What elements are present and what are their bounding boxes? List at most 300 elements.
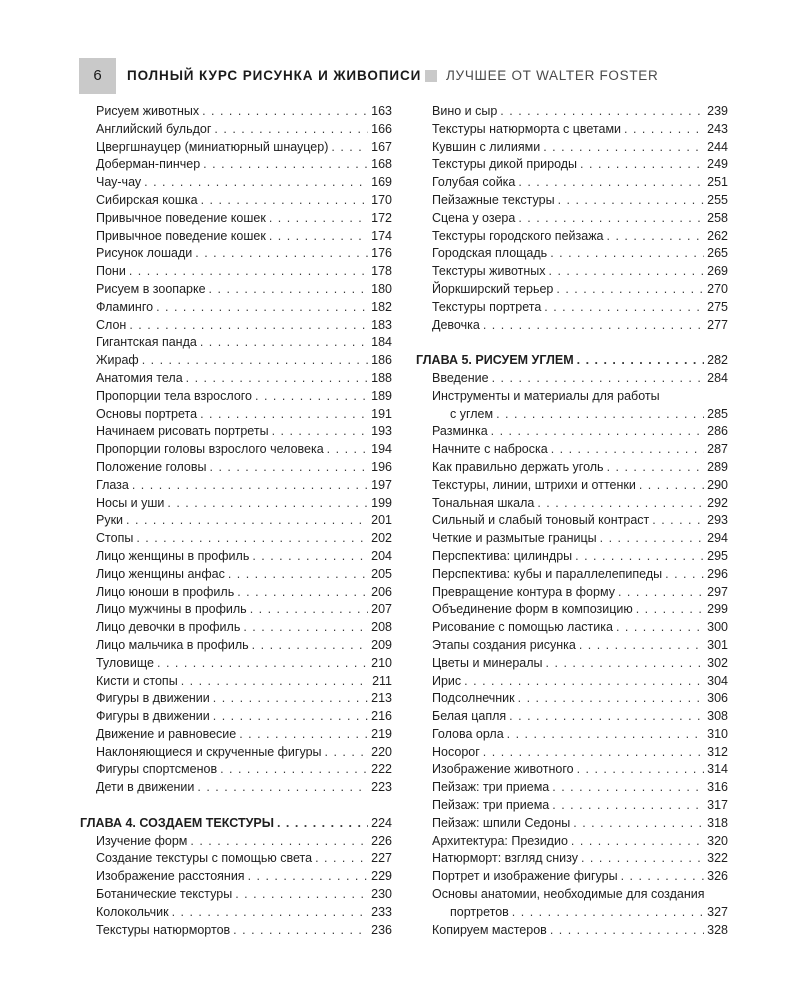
toc-entry <box>416 673 728 691</box>
toc-entry-page: 282 <box>707 353 728 368</box>
toc-entry-page: 176 <box>371 246 392 261</box>
toc-entry <box>416 655 728 673</box>
dot-leader <box>464 673 704 691</box>
toc-entry <box>416 566 728 584</box>
toc-entry-title: Цвергшнауцер (миниатюрный шнауцер) <box>96 139 329 154</box>
toc-entry-page: 201 <box>371 513 392 528</box>
toc-entry-page: 289 <box>707 459 728 474</box>
toc-entry-page: 178 <box>371 264 392 279</box>
dot-leader <box>618 584 704 602</box>
toc-entry-page: 310 <box>707 726 728 741</box>
dot-leader <box>201 192 369 210</box>
toc-entry-page: 224 <box>371 815 392 830</box>
toc-entry-title: Текстуры, линии, штрихи и оттенки <box>432 477 636 492</box>
toc-entry-title: Лицо мальчика в профиль <box>96 637 249 652</box>
dot-leader <box>607 228 705 246</box>
toc-entry-title: Пейзаж: шпили Седоны <box>432 815 571 830</box>
toc-entry-page: 308 <box>707 709 728 724</box>
toc-entry-title: Текстуры натюрмортов <box>96 922 231 937</box>
toc-entry <box>416 761 728 779</box>
toc-entry-page: 193 <box>371 424 392 439</box>
toc-entry <box>80 744 392 762</box>
toc-entry <box>416 815 728 833</box>
toc-entry-title: Пейзаж: три приема <box>432 798 550 813</box>
toc-entry <box>80 370 392 388</box>
toc-entry-page: 255 <box>707 192 728 207</box>
toc-entry-page: 244 <box>707 139 728 154</box>
toc-entry-title: Лицо женщины в профиль <box>96 548 250 563</box>
dot-leader <box>507 726 704 744</box>
toc-entry-page: 230 <box>371 887 392 902</box>
toc-entry <box>416 370 728 388</box>
toc-entry-title: Гигантская панда <box>96 335 197 350</box>
toc-entry <box>416 477 728 495</box>
toc-entry-title: Рисунок лошади <box>96 246 193 261</box>
toc-entry-title: Основы анатомии, необходимые для создания <box>432 887 705 902</box>
toc-entry-page: 197 <box>371 477 392 492</box>
toc-entry-page: 249 <box>707 157 728 172</box>
toc-entry-page: 182 <box>371 299 392 314</box>
toc-entry-title: с углем <box>450 406 494 421</box>
toc-entry-title: Фигуры в движении <box>96 709 210 724</box>
toc-entry-page: 222 <box>371 762 392 777</box>
dot-leader <box>512 904 704 922</box>
dot-leader <box>518 690 705 708</box>
toc-entry <box>416 281 728 299</box>
section-spacer <box>416 334 728 352</box>
dot-leader <box>252 548 368 566</box>
dot-leader <box>213 708 368 726</box>
dot-leader <box>315 850 368 868</box>
toc-entry-title: Сцена у озера <box>432 210 516 225</box>
dot-leader <box>491 423 705 441</box>
dot-leader <box>483 317 704 335</box>
dot-leader <box>652 512 704 530</box>
toc-entry-page: 312 <box>707 744 728 759</box>
toc-entry-page: 265 <box>707 246 728 261</box>
toc-entry-title: ГЛАВА 4. СОЗДАЕМ ТЕКСТУРЫ <box>80 815 274 830</box>
toc-entry-page: 258 <box>707 210 728 225</box>
toc-entry-title: Лицо женщины анфас <box>96 566 225 581</box>
toc-entry-title: Привычное поведение кошек <box>96 210 266 225</box>
toc-entry-title: Текстуры портрета <box>432 299 542 314</box>
toc-entry-title: Чау-чау <box>96 175 142 190</box>
dot-leader <box>575 548 704 566</box>
toc-entry <box>80 192 392 210</box>
toc-entry <box>80 156 392 174</box>
toc-entry-title: Лицо юноши в профиль <box>96 584 235 599</box>
toc-entry-page: 213 <box>371 691 392 706</box>
dot-leader <box>250 601 368 619</box>
toc-entry <box>416 317 728 335</box>
dot-leader <box>537 495 704 513</box>
dot-leader <box>579 637 704 655</box>
toc-entry-title: Йоркширский терьер <box>432 281 554 296</box>
toc-entry-title: Текстуры городского пейзажа <box>432 228 604 243</box>
toc-entry-title: Привычное поведение кошек <box>96 228 266 243</box>
toc-entry-title: Движение и равновесие <box>96 726 237 741</box>
toc-entry <box>416 886 728 904</box>
toc-entry-title: Рисование с помощью ластика <box>432 620 613 635</box>
toc-entry-page: 294 <box>707 531 728 546</box>
toc-entry <box>80 477 392 495</box>
toc-entry <box>80 619 392 637</box>
toc-entry <box>80 495 392 513</box>
toc-entry-page: 326 <box>707 869 728 884</box>
toc-entry <box>416 530 728 548</box>
toc-entry-page: 216 <box>371 709 392 724</box>
dot-leader <box>636 601 704 619</box>
toc-entry <box>80 833 392 851</box>
toc-entry <box>416 584 728 602</box>
toc-entry-title: Колокольчик <box>96 904 169 919</box>
toc-entry-page: 229 <box>371 869 392 884</box>
toc-entry-title: Девочка <box>432 317 480 332</box>
toc-entry-page: 167 <box>371 139 392 154</box>
toc-entry-title: Носы и уши <box>96 495 165 510</box>
dot-leader <box>129 317 368 335</box>
toc-entry-page: 183 <box>371 317 392 332</box>
dot-leader <box>195 245 368 263</box>
toc-entry-page: 292 <box>707 495 728 510</box>
dot-leader <box>544 299 704 317</box>
dot-leader <box>172 904 369 922</box>
dot-leader <box>200 406 368 424</box>
toc-entry-title: Начните с наброска <box>432 442 548 457</box>
dot-leader <box>228 566 368 584</box>
toc-entry-page: 211 <box>372 673 392 688</box>
toc-entry-title: Тональная шкала <box>432 495 535 510</box>
toc-entry-title: Основы портрета <box>96 406 198 421</box>
toc-entry-title: Текстуры натюрморта с цветами <box>432 121 622 136</box>
toc-entry-page: 284 <box>707 370 728 385</box>
dot-leader <box>203 156 368 174</box>
dot-leader <box>167 495 368 513</box>
toc-entry-title: Начинаем рисовать портреты <box>96 424 269 439</box>
dot-leader <box>558 192 705 210</box>
dot-leader <box>509 708 704 726</box>
toc-entry <box>80 708 392 726</box>
toc-entry-page: 223 <box>371 780 392 795</box>
toc-entry-title: Сибирская кошка <box>96 192 198 207</box>
dot-leader <box>580 156 704 174</box>
toc-entry-page: 194 <box>371 442 392 457</box>
dot-leader <box>552 779 704 797</box>
dot-leader <box>624 121 704 139</box>
toc-entry-page: 328 <box>707 922 728 937</box>
toc-entry-page: 316 <box>707 780 728 795</box>
dot-leader <box>616 619 704 637</box>
toc-entry-page: 293 <box>707 513 728 528</box>
toc-right-column <box>416 103 728 939</box>
toc-entry-title: Введение <box>432 370 489 385</box>
toc-entry <box>80 441 392 459</box>
toc-entry-title: Рисуем в зоопарке <box>96 281 206 296</box>
dot-leader <box>213 690 368 708</box>
toc-entry <box>80 317 392 335</box>
toc-entry-page: 302 <box>707 655 728 670</box>
toc-entry-page: 205 <box>371 566 392 581</box>
toc-entry-page: 199 <box>371 495 392 510</box>
dot-leader <box>550 922 704 940</box>
toc-entry <box>416 868 728 886</box>
toc-entry-page: 299 <box>707 602 728 617</box>
toc-entry-page: 174 <box>371 228 392 243</box>
toc-entry-title: Лицо девочки в профиль <box>96 620 241 635</box>
toc-entry-title: Создание текстуры с помощью света <box>96 851 313 866</box>
toc-entry <box>416 121 728 139</box>
dot-leader <box>277 815 368 833</box>
toc-entry-title: Пейзаж: три приема <box>432 780 550 795</box>
dot-leader <box>607 459 705 477</box>
toc-entry <box>80 726 392 744</box>
toc-entry-page: 290 <box>707 477 728 492</box>
toc-entry-page: 209 <box>371 637 392 652</box>
toc-entry <box>80 228 392 246</box>
toc-entry-page: 306 <box>707 691 728 706</box>
toc-entry <box>416 388 728 406</box>
toc-entry-page: 239 <box>707 104 728 118</box>
dot-leader <box>581 850 704 868</box>
toc-entry-title: Анатомия тела <box>96 370 183 385</box>
dot-leader <box>665 566 704 584</box>
toc-entry <box>416 174 728 192</box>
toc-entry-title: Пейзажные текстуры <box>432 192 555 207</box>
toc-entry-title: Жираф <box>96 353 139 368</box>
dot-leader <box>518 210 704 228</box>
toc-entry-page: 317 <box>707 798 728 813</box>
toc-entry-title: Ботанические текстуры <box>96 887 233 902</box>
dot-leader <box>200 334 368 352</box>
toc-entry-title: Объединение форм в композицию <box>432 602 633 617</box>
toc-entry <box>80 139 392 157</box>
toc-entry-page: 191 <box>371 406 392 421</box>
dot-leader <box>518 174 704 192</box>
toc-entry-title: Перспектива: кубы и параллелепипеды <box>432 566 663 581</box>
toc-entry-title: Кисти и стопы <box>96 673 178 688</box>
toc-entry <box>80 406 392 424</box>
toc-entry-title: Руки <box>96 513 124 528</box>
dot-leader <box>255 388 368 406</box>
book-title: ПОЛНЫЙ КУРС РИСУНКА И ЖИВОПИСИ <box>127 68 422 83</box>
dot-leader <box>327 441 368 459</box>
toc-entry <box>80 281 392 299</box>
dot-leader <box>252 637 368 655</box>
toc-entry-title: Кувшин с лилиями <box>432 139 541 154</box>
toc-entry-title: Перспектива: цилиндры <box>432 548 573 563</box>
toc-entry <box>80 637 392 655</box>
toc-entry-title: Доберман-пинчер <box>96 157 201 172</box>
dot-leader <box>202 103 368 121</box>
dot-leader <box>126 512 368 530</box>
toc-entry <box>416 637 728 655</box>
dot-leader <box>129 263 368 281</box>
toc-entry <box>80 584 392 602</box>
toc-entry <box>80 673 392 691</box>
toc-entry <box>80 779 392 797</box>
dot-leader <box>190 833 368 851</box>
toc-entry-title: Копируем мастеров <box>432 922 547 937</box>
toc-entry <box>416 406 728 424</box>
toc-entry-title: Носорог <box>432 744 480 759</box>
toc-entry-title: Пропорции головы взрослого человека <box>96 442 324 457</box>
toc-entry <box>416 726 728 744</box>
dot-leader <box>269 228 368 246</box>
toc-entry-page: 184 <box>371 335 392 350</box>
toc-entry <box>416 459 728 477</box>
dot-leader <box>331 139 368 157</box>
toc-entry <box>416 228 728 246</box>
toc-entry <box>80 210 392 228</box>
toc-entry-title: Как правильно держать уголь <box>432 459 604 474</box>
toc-entry <box>80 459 392 477</box>
toc-entry-page: 318 <box>707 815 728 830</box>
toc-entry-title: Разминка <box>432 424 488 439</box>
dot-leader <box>136 530 368 548</box>
toc-left-column <box>80 103 392 939</box>
toc-entry <box>80 690 392 708</box>
toc-entry-page: 301 <box>707 637 728 652</box>
toc-entry <box>80 601 392 619</box>
toc-entry-page: 169 <box>371 175 392 190</box>
dot-leader <box>552 797 704 815</box>
section-spacer <box>80 797 392 815</box>
toc-entry <box>80 904 392 922</box>
toc-entry <box>416 245 728 263</box>
toc-entry <box>80 655 392 673</box>
toc-entry-page: 287 <box>707 442 728 457</box>
toc-entry-page: 166 <box>371 121 392 136</box>
dot-leader <box>243 619 368 637</box>
toc-entry-page: 170 <box>371 192 392 207</box>
dot-leader <box>621 868 705 886</box>
toc-entry <box>416 103 728 121</box>
toc-entry <box>80 850 392 868</box>
toc-entry-page: 172 <box>371 210 392 225</box>
toc-entry-page: 233 <box>371 904 392 919</box>
toc-entry-page: 304 <box>707 673 728 688</box>
toc-entry-page: 188 <box>371 370 392 385</box>
toc-entry-title: Изучение форм <box>96 833 188 848</box>
dot-leader <box>197 779 368 797</box>
toc-entry <box>416 779 728 797</box>
toc-entry-page: 226 <box>371 833 392 848</box>
toc-entry-page: 168 <box>371 157 392 172</box>
toc-entry-title: Этапы создания рисунка <box>432 637 576 652</box>
toc-entry-page: 270 <box>707 281 728 296</box>
dot-leader <box>181 673 369 691</box>
toc-entry-title: Портрет и изображение фигуры <box>432 869 618 884</box>
toc-entry <box>416 139 728 157</box>
toc-entry-page: 277 <box>707 317 728 332</box>
dot-leader <box>210 459 369 477</box>
toc-entry <box>416 441 728 459</box>
dot-leader <box>233 922 368 940</box>
toc-entry <box>416 619 728 637</box>
toc-entry <box>416 797 728 815</box>
toc-entry <box>416 690 728 708</box>
toc-entry-title: Превращение контура в форму <box>432 584 615 599</box>
toc-entry-title: Рисуем животных <box>96 104 200 118</box>
toc-entry-page: 322 <box>707 851 728 866</box>
toc-entry-title: Изображение животного <box>432 762 574 777</box>
toc-entry-title: Слон <box>96 317 127 332</box>
dot-leader <box>639 477 704 495</box>
toc-entry <box>416 548 728 566</box>
toc-entry-title: Туловище <box>96 655 155 670</box>
toc-entry-page: 210 <box>371 655 392 670</box>
toc-entry-title: Ирис <box>432 673 462 688</box>
toc-entry <box>80 121 392 139</box>
dot-leader <box>546 655 705 673</box>
toc-entry-page: 320 <box>707 833 728 848</box>
dot-leader <box>573 815 704 833</box>
dot-leader <box>186 370 369 388</box>
toc-entry <box>80 423 392 441</box>
toc-entry-title: Дети в движении <box>96 780 195 795</box>
page-number: 6 <box>79 58 116 94</box>
dot-leader <box>209 281 369 299</box>
dot-leader <box>237 584 368 602</box>
toc-entry-page: 327 <box>707 904 728 919</box>
toc-entry <box>80 566 392 584</box>
toc-entry <box>80 530 392 548</box>
toc-entry-title: Английский бульдог <box>96 121 212 136</box>
toc-entry <box>80 388 392 406</box>
toc-entry-page: 251 <box>707 175 728 190</box>
toc-entry-page: 243 <box>707 121 728 136</box>
dot-leader <box>600 530 705 548</box>
toc-entry <box>416 904 728 922</box>
dot-leader <box>142 352 368 370</box>
toc-entry-title: Текстуры животных <box>432 264 546 279</box>
dot-leader <box>543 139 704 157</box>
toc-entry-page: 186 <box>371 353 392 368</box>
toc-entry-page: 219 <box>371 726 392 741</box>
dot-leader <box>235 886 368 904</box>
toc-entry-title: Инструменты и материалы для работы <box>432 388 660 403</box>
toc-entry <box>80 174 392 192</box>
toc-entry-title: Фигуры спортсменов <box>96 762 218 777</box>
dot-leader <box>550 245 704 263</box>
toc-entry-page: 227 <box>371 851 392 866</box>
toc-entry-title: портретов <box>450 904 509 919</box>
toc-entry-title: Глаза <box>96 477 129 492</box>
toc-entry <box>416 192 728 210</box>
toc-entry-title: Положение головы <box>96 459 207 474</box>
toc-entry <box>80 334 392 352</box>
dot-leader <box>496 406 704 424</box>
toc-entry-title: Белая цапля <box>432 709 507 724</box>
separator-square-icon <box>425 70 437 82</box>
toc-entry-title: Вино и сыр <box>432 104 498 118</box>
toc-entry <box>416 512 728 530</box>
toc-entry <box>80 548 392 566</box>
toc-entry-page: 206 <box>371 584 392 599</box>
dot-leader <box>156 299 368 317</box>
toc-entry <box>416 601 728 619</box>
toc-entry-page: 202 <box>371 531 392 546</box>
toc-entry-page: 196 <box>371 459 392 474</box>
toc-entry-page: 297 <box>707 584 728 599</box>
toc-entry-page: 286 <box>707 424 728 439</box>
toc-entry <box>416 210 728 228</box>
toc-entry-page: 285 <box>707 406 728 421</box>
toc-entry <box>416 423 728 441</box>
dot-leader <box>214 121 368 139</box>
toc-entry-title: Сильный и слабый тоновый контраст <box>432 513 650 528</box>
toc-entry-page: 275 <box>707 299 728 314</box>
